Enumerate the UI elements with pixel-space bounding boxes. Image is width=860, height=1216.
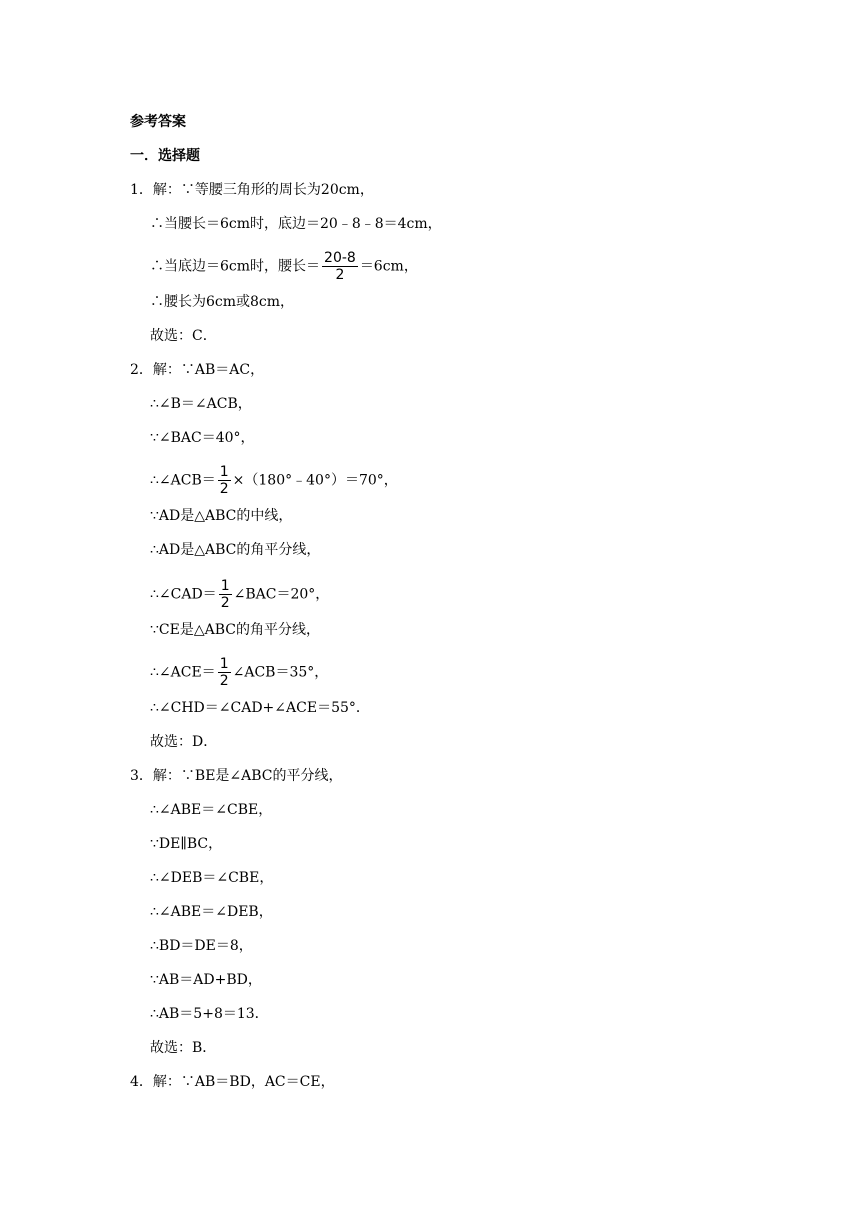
q2-line-10: ∴∠CHD＝∠CAD+∠ACE＝55°． xyxy=(150,700,370,716)
q2-line-7-tail: ∠BAC＝20°， xyxy=(233,586,330,603)
q3-line-2: ∴∠ABE＝∠CBE， xyxy=(150,802,273,818)
fraction xyxy=(218,464,231,497)
fraction-numerator: 20-8 xyxy=(324,250,356,266)
q1-line-3-text: ∴当底边＝6cm时，腰长＝ xyxy=(150,258,321,275)
q2-line-11: 故选：D． xyxy=(150,734,218,750)
fraction-denominator: 2 xyxy=(219,481,229,497)
fraction-numerator: 1 xyxy=(220,578,230,594)
q2-line-7-text: ∴∠CAD＝ xyxy=(150,586,217,603)
q1-line-3-tail: ＝6cm， xyxy=(359,258,418,275)
q3-line-5: ∴∠ABE＝∠DEB， xyxy=(150,904,273,920)
q3-line-9: 故选：B． xyxy=(150,1040,217,1056)
q2-line-9-text: ∴∠ACE＝ xyxy=(150,664,216,681)
q4-line-1: 4．解：∵AB＝BD，AC＝CE， xyxy=(130,1074,335,1090)
q3-line-1: 3．解：∵BE是∠ABC的平分线， xyxy=(130,768,343,784)
fraction xyxy=(322,250,358,283)
q1-line-1: 1．解：∵等腰三角形的周长为20cm， xyxy=(130,182,374,198)
fraction-denominator: 2 xyxy=(219,673,229,689)
q2-line-4 xyxy=(150,464,398,497)
q3-line-8: ∴AB＝5+8＝13． xyxy=(150,1006,269,1022)
q2-line-3: ∵∠BAC＝40°， xyxy=(150,430,255,446)
fraction-denominator: 2 xyxy=(220,595,230,611)
q3-line-4: ∴∠DEB＝∠CBE， xyxy=(150,870,274,886)
q3-line-7: ∵AB＝AD+BD， xyxy=(150,972,262,988)
q2-line-9-tail: ∠ACB＝35°， xyxy=(232,664,329,681)
q2-line-2: ∴∠B＝∠ACB， xyxy=(150,396,252,412)
fraction xyxy=(219,578,232,611)
answer-heading: 参考答案 xyxy=(130,114,186,130)
q3-line-6: ∴BD＝DE＝8， xyxy=(150,938,253,954)
q2-line-4-text: ∴∠ACB＝ xyxy=(150,472,216,489)
q1-line-3 xyxy=(150,250,418,283)
fraction xyxy=(218,656,231,689)
q2-line-9 xyxy=(150,656,328,689)
section-title: 一．选择题 xyxy=(130,148,200,164)
q1-line-5: 故选：C． xyxy=(150,328,217,344)
q3-line-3: ∵DE∥BC， xyxy=(150,836,223,852)
q2-line-8: ∵CE是△ABC的角平分线， xyxy=(150,622,320,638)
fraction-numerator: 1 xyxy=(219,656,229,672)
fraction-numerator: 1 xyxy=(219,464,229,480)
q2-line-7 xyxy=(150,578,329,611)
q1-line-4: ∴腰长为6cm或8cm， xyxy=(150,294,295,310)
q2-line-6: ∴AD是△ABC的角平分线， xyxy=(150,542,321,558)
q2-line-5: ∵AD是△ABC的中线， xyxy=(150,508,293,524)
fraction-denominator: 2 xyxy=(335,267,345,283)
q2-line-1: 2．解：∵AB＝AC， xyxy=(130,362,265,378)
q1-line-2: ∴当腰长＝6cm时，底边＝20﹣8﹣8＝4cm， xyxy=(150,216,442,232)
q2-line-4-tail: ×（180°﹣40°）＝70°， xyxy=(232,472,398,489)
